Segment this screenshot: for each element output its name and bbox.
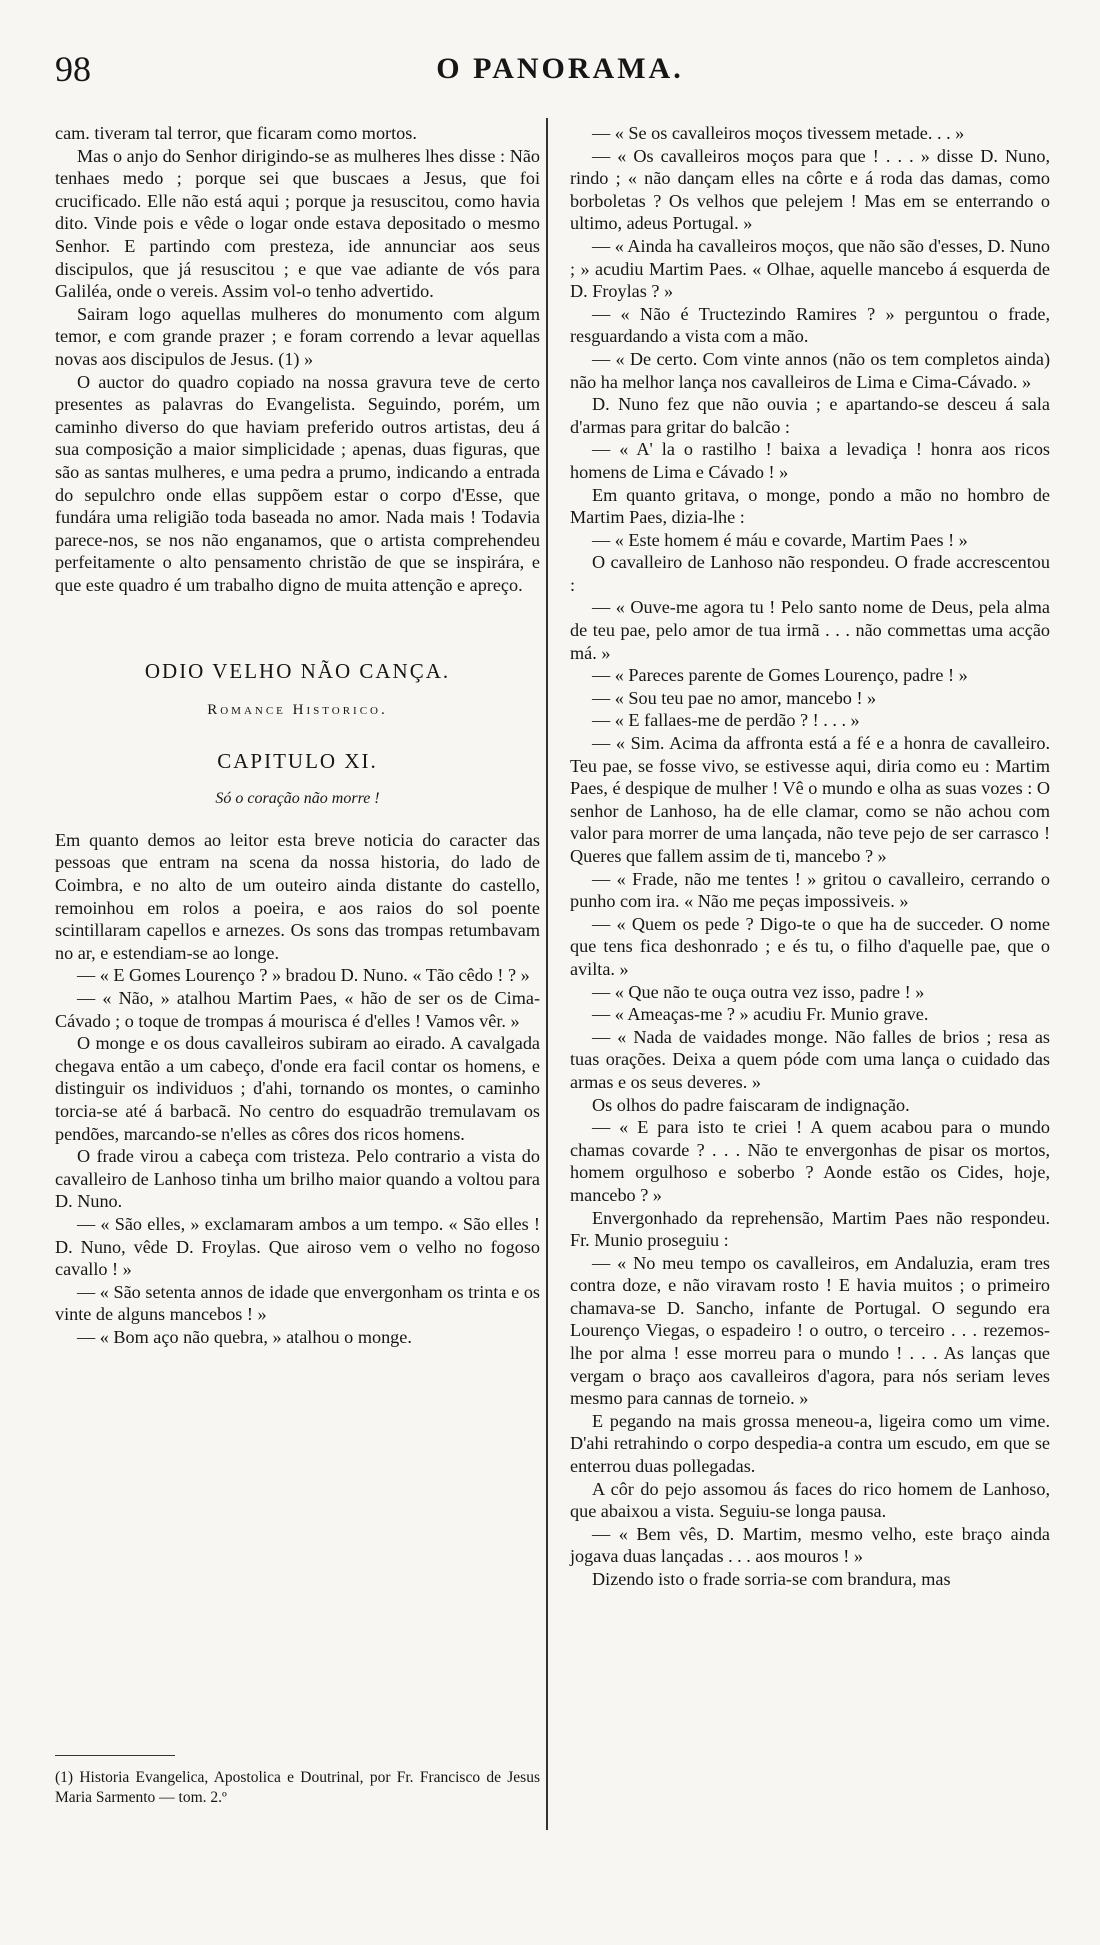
- paragraph: Dizendo isto o frade sorria-se com brandura, mas: [592, 1569, 951, 1589]
- paragraph: — « Ainda ha cavalleiros moços, que não são d'esses, D. Nuno ; » acudiu Martim Paes. « Olhae, aquelle mancebo á esquerda de D. Froylas ? »: [570, 235, 1050, 302]
- paragraph: — « Não, » atalhou Martim Paes, « hão de ser os de Cima-Cávado ; o toque de trompas á mourisca é d'elles ! Vamos vêr. »: [55, 988, 540, 1031]
- paragraph: O auctor do quadro copiado na nossa gravura teve de certo presentes as palavras do Evangelista. Seguindo, porém, um caminho diverso do que haviam preferido outros artistas, deu á sua composição a maior simplicidade ; apenas, duas figuras, que são as santas mulheres, e uma pedra a prumo, indicando a entrada do sepulchro onde ellas suppõem estar o corpo d'Esse, que fundára uma religião toda baseada no amor. Nada mais ! Todavia parece-nos, se nos não enganamos, que o artista comprehendeu perfeitamente o alto pensamento christão de que se inspirára, e que este quadro é um trabalho digno de muita attenção e apreço.: [55, 371, 540, 595]
- column-divider: [546, 118, 548, 1830]
- paragraph: Sairam logo aquellas mulheres do monumento com algum temor, e com grande prazer ; e foram correndo a levar aquellas novas aos discipulos de Jesus. (1) »: [55, 303, 540, 369]
- paragraph: O cavalleiro de Lanhoso não respondeu. O frade accrescentou :: [570, 552, 1050, 595]
- paragraph: — « E Gomes Lourenço ? » bradou D. Nuno. « Tão cêdo ! ? »: [77, 965, 530, 986]
- journal-title: O PANORAMA.: [436, 52, 684, 85]
- left-column: [55, 122, 540, 1349]
- paragraph: — « E para isto te criei ! A quem acabou para o mundo chamas covarde ? . . . Não te envergonhas de pisar os mortos, homem orgulhoso e soberbo ? Aonde estão os Cides, hoje, mancebo ? »: [570, 1117, 1050, 1205]
- paragraph: — « Sou teu pae no amor, mancebo ! »: [592, 687, 877, 708]
- paragraph: — « Ameaças-me ? » acudiu Fr. Munio grave.: [592, 1004, 929, 1025]
- section-title: ODIO VELHO NÃO CANÇA.: [144, 659, 451, 684]
- paragraph: — « Não é Tructezindo Ramires ? » perguntou o frade, resguardando a vista com a mão.: [570, 303, 1050, 347]
- paragraph: — « Este homem é máu e covarde, Martim Paes ! »: [592, 529, 968, 550]
- paragraph: Envergonhado da reprehensão, Martim Paes não respondeu. Fr. Munio proseguiu :: [570, 1207, 1050, 1251]
- paragraph: — « E fallaes-me de perdão ? ! . . . »: [592, 710, 860, 731]
- paragraph: — « A' la o rastilho ! baixa a levadiça ! honra aos ricos homens de Lima e Cávado ! »: [570, 439, 1050, 482]
- page-header: [55, 48, 1065, 88]
- paragraph: — « Bem vês, D. Martim, mesmo velho, este braço ainda jogava duas lançadas . . . aos mouros ! »: [570, 1523, 1050, 1567]
- chapter-title: CAPITULO XI.: [217, 748, 378, 773]
- footnote-divider: [55, 1755, 175, 1756]
- paragraph: — « Se os cavalleiros moços tivessem metade. . . »: [592, 123, 965, 143]
- paragraph: — « Quem os pede ? Digo-te o que ha de succeder. O nome que tens fica deshonrado ; e és tu, o filho d'aquelle pae, que o avilta. »: [570, 913, 1050, 979]
- epigraph: Só o coração não morre !: [215, 790, 380, 808]
- paragraph: — « São setenta annos de idade que envergonham os trinta e os vinte de alguns mancebos ! »: [55, 1281, 540, 1325]
- section-subtitle: Romance Historico.: [207, 702, 388, 719]
- paragraph: A côr do pejo assomou ás faces do rico homem de Lanhoso, que abaixou a vista. Seguiu-se longa pausa.: [570, 1478, 1050, 1522]
- paragraph: D. Nuno fez que não ouvia ; e apartando-se desceu á sala d'armas para gritar do balcão :: [570, 394, 1050, 437]
- right-column: [570, 122, 1050, 1591]
- paragraph: Em quanto demos ao leitor esta breve noticia do caracter das pessoas que entram na scena da nossa historia, do lado de Coimbra, e no alto de um outeiro ainda distante do castello, remoinhou em rolos a poeira, e aos raios do sol poente scintillaram capellos e arnezes. Os sons das trompas retumbavam no ar, e estendiam-se ao longe.: [55, 829, 540, 963]
- paragraph: — « São elles, » exclamaram ambos a um tempo. « São elles ! D. Nuno, vêde D. Froylas. Que airoso vem o velho no fogoso cavallo ! »: [55, 1213, 540, 1280]
- paragraph: — « Nada de vaidades monge. Não falles de brios ; resa as tuas orações. Deixa a quem póde com uma lança o cuidado das armas e os seus deveres. »: [570, 1026, 1050, 1092]
- paragraph: — « Que não te ouça outra vez isso, padre ! »: [592, 981, 925, 1002]
- footnote: (1) Historia Evangelica, Apostolica e Doutrinal, por Fr. Francisco de Jesus Maria Sarmento — tom. 2.º: [55, 1769, 540, 1806]
- paragraph: E pegando na mais grossa meneou-a, ligeira como um vime. D'ahi retrahindo o corpo despedia-a contra um escudo, em que se enterrou duas pollegadas.: [570, 1410, 1050, 1477]
- paragraph: Em quanto gritava, o monge, pondo a mão no hombro de Martim Paes, dizia-lhe :: [570, 484, 1050, 528]
- paragraph: — « Ouve-me agora tu ! Pelo santo nome de Deus, pela alma de teu pae, pelo amor de tua irmã . . . não commettas uma acção má. »: [570, 597, 1050, 663]
- paragraph: — « Frade, não me tentes ! » gritou o cavalleiro, cerrando o punho com ira. « Não me peças impossiveis. »: [570, 868, 1050, 912]
- page-number: 98: [55, 49, 91, 89]
- paragraph: — « No meu tempo os cavalleiros, em Andaluzia, eram tres contra doze, e não viravam rosto ! E havia muitos ; o primeiro chamava-se D. Sancho, infante de Portugal. O segundo era Lourenço Viegas, o espadeiro ! o outro, o terceiro . . . rezemos-lhe por alma ! esse morreu para o mundo ! . . . As lanças que vergam o braço aos cavalleiros d'agora, para nós seriam leves mesmo para cannas de torneio. »: [570, 1252, 1050, 1409]
- paragraph: cam. tiveram tal terror, que ficaram como mortos.: [55, 123, 417, 143]
- paragraph: — « De certo. Com vinte annos (não os tem completos ainda) não ha melhor lança nos cavalleiros de Lima e Cima-Cávado. »: [570, 348, 1050, 392]
- paragraph: O frade virou a cabeça com tristeza. Pelo contrario a vista do cavalleiro de Lanhoso tinha um brilho maior quando a voltou para D. Nuno.: [55, 1146, 540, 1212]
- paragraph: — « Pareces parente de Gomes Lourenço, padre ! »: [592, 665, 968, 686]
- paragraph: Os olhos do padre faiscaram de indignação.: [592, 1094, 910, 1115]
- paragraph: — « Sim. Acima da affronta está a fé e a honra de cavalleiro. Teu pae, se fosse vivo, se estivesse aqui, diria como eu : Martim Paes, é despique de mulher ! Vê o mundo e olha as suas vozes : O senhor de Lanhoso, ha de elle clamar, como se não achou com valor para morrer de uma lançada, não teve pejo de ser carrasco ! Queres que fallem assim de ti, mancebo ? »: [570, 733, 1050, 866]
- paragraph: — « Bom aço não quebra, » atalhou o monge.: [77, 1326, 412, 1347]
- paragraph: O monge e os dous cavalleiros subiram ao eirado. A cavalgada chegava então a um cabeço, d'onde era facil contar os homens, e distinguir os individuos ; d'ahi, tornando os montes, o caminho torcia-se até á barbacã. No centro do esquadrão tremulavam os pendões, marcando-se n'elles as côres dos ricos homens.: [55, 1033, 540, 1144]
- paragraph: Mas o anjo do Senhor dirigindo-se as mulheres lhes disse : Não tenhaes medo ; porque sei que buscaes a Jesus, que foi crucificado. Elle não está aqui ; porque ja resuscitou, como havia dito. Vinde pois e vêde o logar onde estava depositado o mesmo Senhor. E partindo com presteza, ide annunciar aos seus discipulos, que já resuscitou ; e que vae adiante de vós para Galiléa, onde o vereis. Assim vol-o tenho advertido.: [55, 145, 540, 302]
- paragraph: — « Os cavalleiros moços para que ! . . . » disse D. Nuno, rindo ; « não dançam elles na côrte e á roda das damas, como borboletas ? Os velhos que pelejem ! Mas em se enterrando o ultimo, adeus Portugal. »: [570, 145, 1050, 234]
